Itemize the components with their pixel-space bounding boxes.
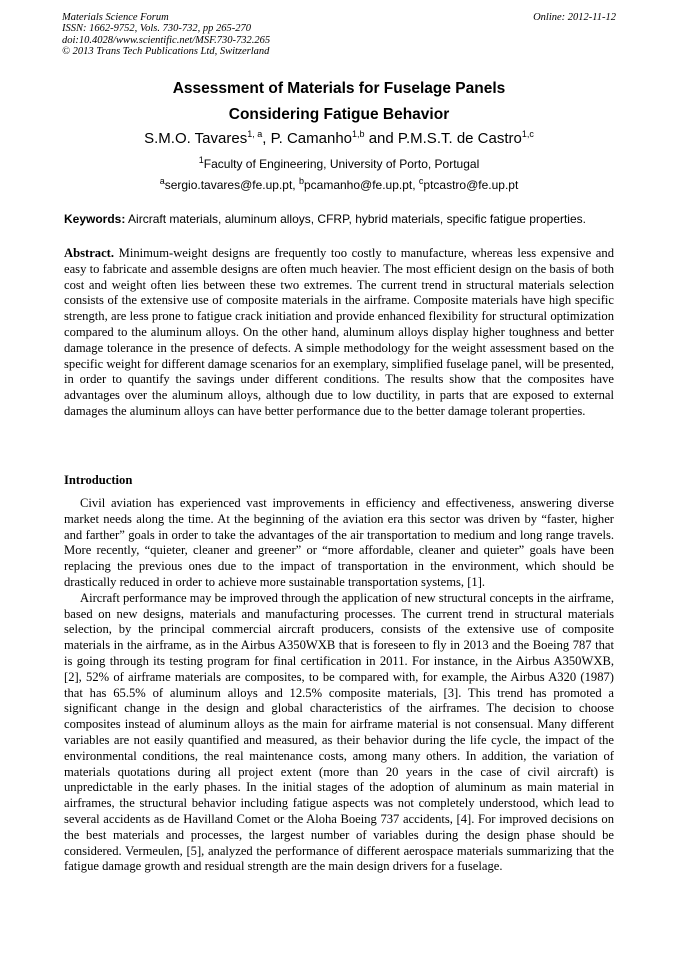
email-mark: b xyxy=(298,176,304,186)
affiliation-text: Faculty of Engineering, University of Porto, Portugal xyxy=(203,157,480,171)
author-name: P.M.S.T. de Castro xyxy=(397,130,522,147)
online-date: Online: 2012-11-12 xyxy=(533,12,616,23)
doi-link[interactable]: doi:10.4028/www.scientific.net/MSF.730-732.265 xyxy=(62,34,271,46)
author-list xyxy=(0,130,678,147)
keywords xyxy=(64,212,616,226)
author-separator: and xyxy=(364,130,398,147)
paragraph: Aircraft performance may be improved through the application of new structural concepts in the airframe, based on new designs, materials and manufacturing processes. The current trend in structural materials selection, by the principal commercial aircraft producers, consists of the extensive use of composite materials in the airframe, as in the Airbus A350WXB that is foreseen to fly in 2013 and the Boeing 787 that is going through its testing program for final certification in 2011. For instance, in the Airbus A350WXB, [2], 52% of airframe materials are composites, to be compared with, for example, the Airbus A320 (1987) that has 65.5% of aluminum alloys and 12.5% composite materials, [3]. This trend has promoted a significant change in the design and global characteristics of the airframes. The decision to choose composites instead of aluminum alloys as the main for airframe material is not consensual. Many different variables are not easily quantified and measured, as their behavior during the life cycle, the impact of the environmental conditions, the real maintenance costs, among many others. In addition, the variation of materials quotations during all project extent (more than 20 years in the case of civil aircraft) is unpredictable in the early phases. In the initial stages of the adoption of aluminum as main material in airframes, the structural behavior including fatigue aspects was not completely understood, which lead to several accidents as de Havilland Comet or the Aloha Boeing 737 accidents, [4]. For improved decisions on the best materials and processes, the largest number of variables during the design phase should be considered. Vermeulen, [5], analyzed the performance of different aerospace materials summarizing that the fatigue damage growth and residual strength are the main design drivers for a fuselage. xyxy=(64,590,614,874)
author-affiliation-mark: 1,c xyxy=(521,129,534,139)
email-link[interactable]: ptcastro@fe.up.pt xyxy=(423,178,519,192)
section-heading-introduction: Introduction xyxy=(64,473,133,487)
abstract-label: Abstract. xyxy=(64,246,115,260)
author-name: P. Camanho xyxy=(270,130,353,147)
abstract-text: Minimum-weight designs are frequently too costly to manufacture, whereas less expensive and easy to fabricate and assemble designs are often much heavier. The most efficient design on the basis of both cost and weight often lies between these two extremes. The current trend in structural materials selection consists of the extensive use of composite materials in the airframe. Composite materials have high specific strength, are less prone to fatigue crack initiation and provide enhanced flexibility for structural optimization compared to the aluminum alloys. On the other hand, aluminum alloys display higher toughness and better damage tolerance in the presence of defects. A simple methodology for the weight assessment based on the specific weight for different damage scenarios for an exemplary, simplified fuselage panel, will be presented, in order to quantify the savings under different conditions. The results show that the composites have advantages over the aluminum alloys, although due to low ductility, in parts that are exposed to external damages the aluminum alloys can have better performance due to the better damage tolerant properties. xyxy=(64,246,614,418)
paragraph: Civil aviation has experienced vast improvements in efficiency and effectiveness, answering diverse market needs along the time. At the beginning of the aviation era this sector was driven by “faster, higher and farther” goals in order to take the advantages of the air transportation to medium and long range travels. More recently, “quieter, cleaner and greener” or “more affordable, cleaner and quieter” goals have been replacing the previous ones due to the impact of transportation in the environment, which should be drastically reduced in order to achieve more sustainable transportation systems, [1]. xyxy=(64,496,614,589)
author-name: S.M.O. Tavares xyxy=(144,130,248,147)
affiliation xyxy=(0,157,678,171)
issn-line: ISSN: 1662-9752, Vols. 730-732, pp 265-270 xyxy=(62,23,251,35)
copyright-line: © 2013 Trans Tech Publications Ltd, Switzerland xyxy=(62,46,270,58)
keywords-text: Aircraft materials, aluminum alloys, CFRP, hybrid materials, specific fatigue properties. xyxy=(125,212,586,226)
journal-name: Materials Science Forum xyxy=(62,12,169,23)
journal-header xyxy=(62,12,270,58)
author-emails xyxy=(0,178,678,192)
email-link[interactable]: pcamanho@fe.up.pt, xyxy=(303,178,419,192)
paper-title-line-1: Assessment of Materials for Fuselage Panels xyxy=(172,80,506,97)
affiliation-mark: 1 xyxy=(198,155,204,165)
keywords-label: Keywords: xyxy=(64,212,126,226)
introduction-body xyxy=(64,496,614,875)
email-mark: a xyxy=(159,176,165,186)
email-mark: c xyxy=(418,176,424,186)
author-separator: , xyxy=(262,130,271,147)
abstract xyxy=(64,246,614,420)
author-affiliation-mark: 1, a xyxy=(247,129,263,139)
author-affiliation-mark: 1,b xyxy=(352,129,365,139)
paper-title-line-2: Considering Fatigue Behavior xyxy=(228,106,450,123)
email-link[interactable]: sergio.tavares@fe.up.pt, xyxy=(164,178,299,192)
